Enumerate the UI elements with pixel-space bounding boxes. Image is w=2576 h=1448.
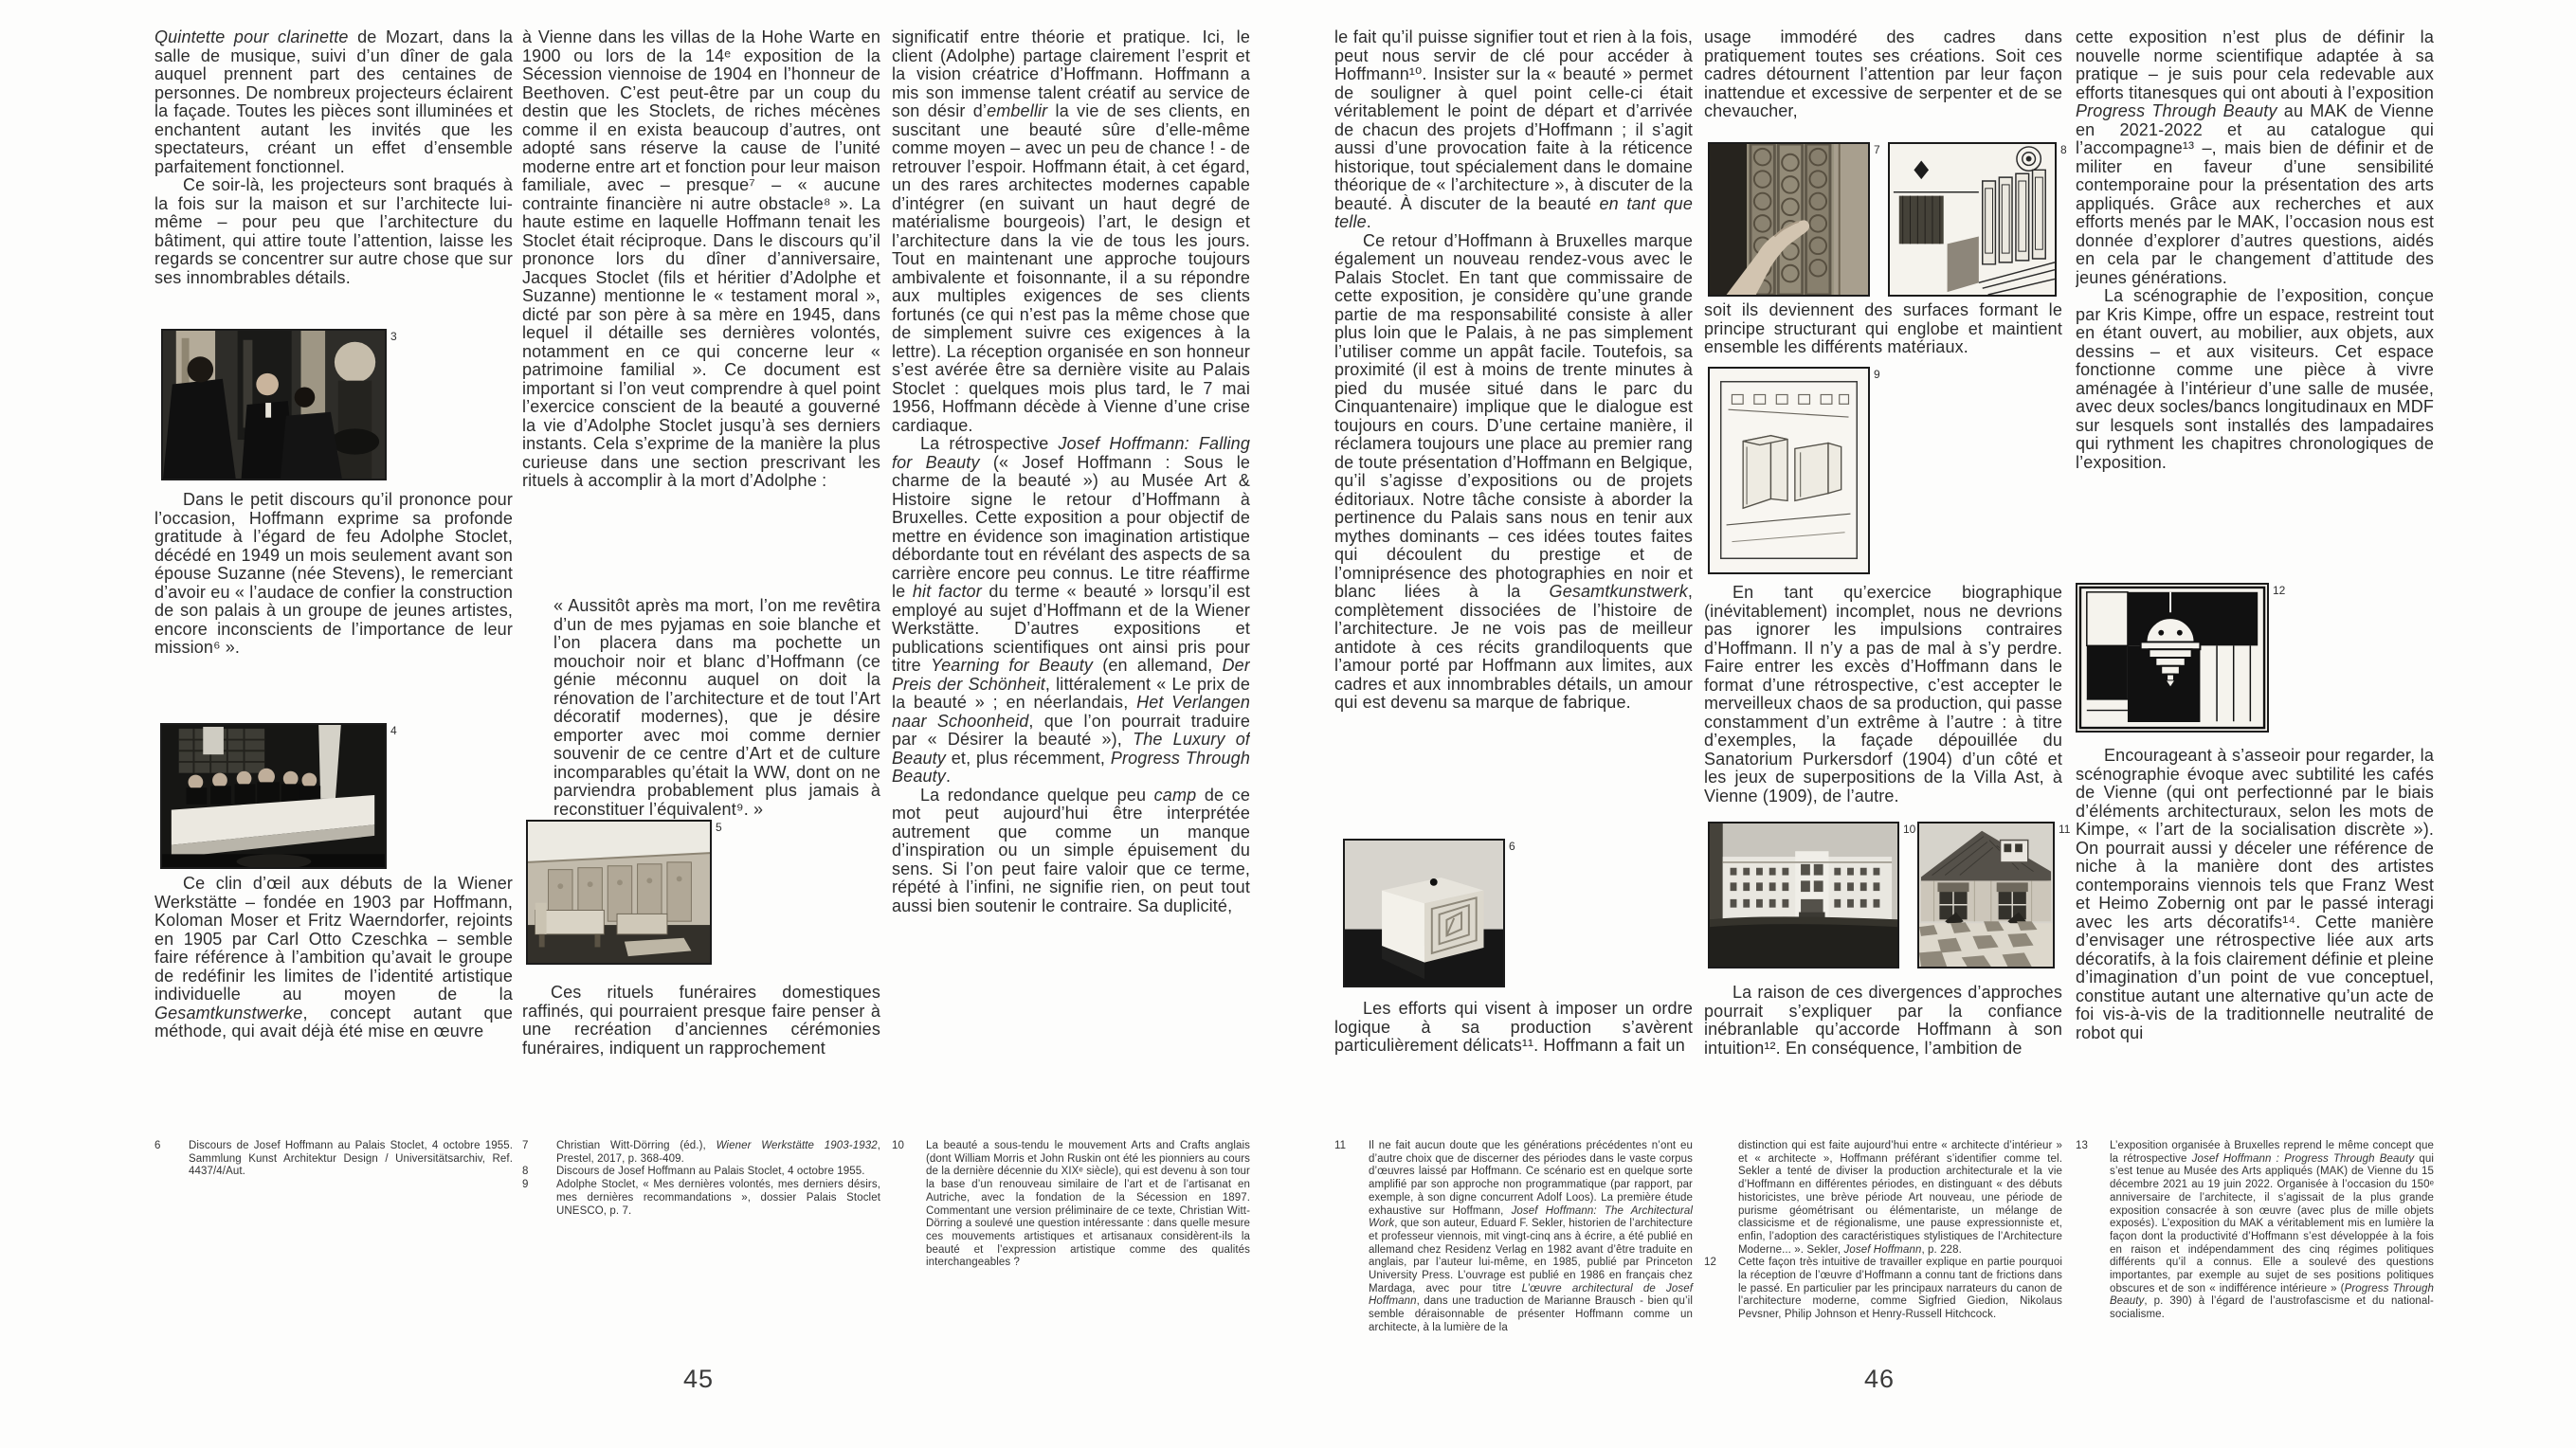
page45-column-1 [154, 28, 513, 1132]
figure-9-drawing-furniture [1708, 367, 1880, 574]
figure-10-image [1710, 824, 1897, 967]
paragraph: La scénographie de l’exposition, conçue par Kris Kimpe, offre un espace, restreint tout en étant ouvert, au mobilier, aux objets, aux dessins – et aux visiteurs. Cet espace fonctionne comme une pièce à vivre aménagée à l’intérieur d’une salle de musée, avec deux socles/bancs longitudinaux en MDF sur lesquels sont installés des lampadaires qui rythment les chapitres chronologiques de l’exposition. [2076, 286, 2434, 472]
blockquote [522, 597, 880, 842]
figure-12-number: 12 [2273, 584, 2286, 597]
figure-8-drawing-interior [1888, 142, 2067, 297]
paragraph: Quintette pour clarinette de Mozart, dans la salle de musique, suivi d’un dîner de gala auquel prennent part des centaines de personnes. De nombreux projecteurs éclairent la façade. Toutes les pièces sont illuminées et enchantent autant les invités que les spectateurs, créant un effet d’ensemble parfaitement fonctionnel. [154, 28, 513, 176]
page45-footnotes-col3 [892, 1140, 1250, 1270]
footnote-13 [2076, 1140, 2434, 1322]
page-number-45: 45 [682, 1365, 715, 1393]
page46-column-2 [1704, 28, 2071, 1132]
figure-8-image [1890, 144, 2055, 295]
page46-footnotes-col1 [1334, 1140, 1693, 1335]
figure-3-number: 3 [390, 330, 397, 343]
text-block [522, 984, 880, 1077]
footnote-8-text: Discours de Josef Hoffmann au Palais Stoclet, 4 octobre 1955. [556, 1166, 865, 1178]
text-block [154, 491, 513, 728]
paragraph: cette exposition n’est plus de définir la nouvelle norme scientifique adaptée à sa pratique – je suis pour cela redevable aux efforts titanesques qui ont abouti à l’exposition Progress Through Beauty au MAK de Vienne en 2021-2022 et au catalogue qui l’accompagne¹³ –, mais bien de définir et de militer en faveur d’une sensibilité contemporaine pour la présentation des arts appliqués. Grâce aux recherches et aux efforts menés par le MAK, l’occasion nous est donnée d’explorer d’autres questions, aidés en cela par le changement d’attitude des jeunes générations. [2076, 28, 2434, 287]
page45-footnotes-col2 [522, 1140, 880, 1218]
footnote-12 [1704, 1257, 2062, 1322]
page45-footnotes-col1 [154, 1140, 513, 1179]
text-block [892, 28, 1250, 1128]
footnote-11-continued [1704, 1140, 2062, 1257]
footnote-6-number: 6 [154, 1140, 161, 1151]
page46-footnotes-col2 [1704, 1140, 2062, 1322]
paragraph: La redondance quelque peu camp de ce mot peut aujourd’hui être interprétée autrement que comme un manque d’inspiration ou un simple épuisement du sens. Si l’on peut faire valoir que ce terme, répété à l’infini, ne signifie rien, on peut tout aussi bien soutenir le contraire. Sa duplicité, [892, 785, 1250, 915]
paragraph: le fait qu’il puisse signifier tout et rien à la fois, peut nous servir de clé pour accéder à Hoffmann¹⁰. Insister sur la « beauté » permet de souligner à quel point celle-ci était véritablement le point de départ et d’arrivée de chacun des projets d’Hoffmann ; il s’agit aussi d’une provocation faite à la réticence historique, tout spécialement dans le domaine théorique de « l’architecture », à discuter de la beauté. À discuter de la beauté en tant que telle. [1334, 28, 1693, 231]
footnote-11-number: 11 [1334, 1140, 1347, 1151]
figure-9-number: 9 [1874, 368, 1880, 381]
paragraph: Les efforts qui visent à imposer un ordre logique à sa production s’avèrent particulièrement délicats¹¹. Hoffmann a fait un [1334, 1000, 1693, 1055]
footnote-13-text: L’exposition organisée à Bruxelles reprend le même concept que la rétrospective Josef Hoffmann : Progress Through Beauty qui s’est tenue au Musée des Arts appliqués (MAK) de Vienne du 15 décembre 2021 au 19 juin 2022. Organisée à l’occasion du 150ᵉ anniversaire de l’architecte, il s’agissait de la plus grande exposition consacrée à son œuvre (avec plus de mille objets exposés). L’exposition du MAK a véritablement mis en lumière la façon dont la productivité d’Hoffmann s’est développée à la fois en raison et indépendamment des cinq régimes politiques différents qu’il a connus. Elle a soulevé des questions importantes, par exemple au sujet de ses positions politiques obscures et de son « indifférence intérieure » (Progress Through Beauty, p. 390) à l’égard de l’austrofascisme et du national-socialisme. [2110, 1140, 2434, 1321]
figure-3-photo-reception [161, 329, 397, 480]
page45-column-2 [522, 28, 880, 1132]
text-block [2076, 28, 2434, 576]
page46-column-1 [1334, 28, 1693, 1132]
page46-column-3 [2076, 28, 2434, 1132]
paragraph: Dans le petit discours qu’il prononce pour l’occasion, Hoffmann exprime sa profonde gratitude à l’égard de feu Adolphe Stoclet, décédé en 1949 un mois seulement avant son épouse Suzanne (née Stevens), le remerciant d’avoir eu « l’audace de confier la construction de son palais à un groupe de jeunes artistes, encore inconscients de l’importance de leur mission⁶ ». [154, 491, 513, 657]
figure-7-number: 7 [1874, 143, 1880, 156]
footnote-11-continued-text: distinction qui est faite aujourd’hui entre « architecte d’intérieur » et « architecte », Hoffmann préférant s’identifier comme tel. Sekler a tenté de diviser la production architecturale et la vie d’Hoffmann en différentes périodes, en distinguant « des débuts historicistes, une brève période Art nouveau, une période de purisme géométrisant ou élémentariste, un mélange de classicisme et de régionalisme, une pause expressionniste et, enfin, l’adoption des caractéristiques stylistiques de l’Architecture Moderne... ». Sekler, Josef Hoffmann, p. 228. [1738, 1140, 2062, 1256]
footnote-10 [892, 1140, 1250, 1270]
figure-3-image [163, 331, 385, 479]
footnote-11 [1334, 1140, 1693, 1335]
figure-8-number: 8 [2060, 143, 2067, 156]
paragraph: soit ils deviennent des surfaces formant le principe structurant qui englobe et maintient ensemble les différents matériaux. [1704, 301, 2062, 356]
footnote-7 [522, 1140, 880, 1166]
figure-10-photo-sanatorium [1708, 822, 1916, 968]
paragraph: Ce clin d’œil aux débuts de la Wiener Werkstätte – fondée en 1903 par Hoffmann, Koloman Moser et Fritz Waerndorfer, rejoints en 1905 par Carl Otto Czeschka – semble faire référence à l’ambition qu’avait le groupe de redéfinir les limites de l’identité artistique individuelle au moyen de la Gesamtkunstwerke, concept autant que méthode, qui avait déjà été mise en œuvre [154, 875, 513, 1041]
footnote-7-text: Christian Witt-Dörring (éd.), Wiener Werkstätte 1903-1932, Prestel, 2017, p. 368-409. [556, 1140, 880, 1165]
footnote-9-number: 9 [522, 1179, 529, 1191]
figure-12-image [2077, 585, 2267, 731]
text-block [2076, 747, 2434, 1128]
footnote-6 [154, 1140, 513, 1179]
text-block [1704, 584, 2062, 821]
paragraph: Ces rituels funéraires domestiques raffinés, qui pourraient presque faire penser à une recréation d’anciennes cérémonies funéraires, indiquent un rapprochement [522, 984, 880, 1058]
footnote-8 [522, 1166, 880, 1179]
footnote-10-text: La beauté a sous-tendu le mouvement Arts and Crafts anglais (dont William Morris et John Ruskin ont été les pionniers au cours de la dernière décennie du XIXᵉ siècle), qui est devenu à son tour la base d’un renouveau similaire de l’art et de l’artisanat en Autriche, avec la fondation de la Sécession en 1897. Commentant une version préliminaire de ce texte, Christian Witt-Dörring a soulevé une question intéressante : dans quelle mesure ces mouvements artistiques et artisanaux considèrent-ils la beauté et l’expression artistique comme des qualités interchangeables ? [926, 1140, 1250, 1269]
figure-6-photo-box [1343, 839, 1515, 987]
footnote-11-text: Il ne fait aucun doute que les générations précédentes n’ont eu d’autre choix que de discerner des périodes dans le vaste corpus d’œuvres laissé par Hoffmann. Ce scénario est en quelque sorte amplifié par son approche non programmatique (par rapport, par exemple, à son digne concurrent Adolf Loos). La première étude exhaustive sur Hoffmann, Josef Hoffmann: The Architectural Work, que son auteur, Eduard F. Sekler, historien de l’architecture et professeur viennois, mit vingt-cinq ans à écrire, a été publié en allemand chez Residenz Verlag en 1982 avant d’être traduite en anglais, par l’auteur lui-même, en 1985, publié par Princeton University Press. L’ouvrage est publié en 1986 en français chez Mardaga, avec pour titre L’œuvre architectural de Josef Hoffmann, dans une traduction de Marianne Brausch - bien qu’il semble déraisonnable de présenter Hoffmann comme un architecte, à la lumière de la [1369, 1140, 1694, 1333]
paragraph: Ce soir-là, les projecteurs sont braqués à la fois sur la maison et sur l’architecte lui-même – pour peu que l’architecture du bâtiment, qui attire toute l’attention, laisse les regards se concentrer sur autre chose que sur ses innombrables détails. [154, 175, 513, 287]
figure-10-number: 10 [1903, 823, 1916, 836]
figure-7-image [1710, 144, 1868, 295]
text-block [1704, 28, 2062, 139]
footnote-12-text: Cette façon très intuitive de travailler explique en partie pourquoi la réception de l’œuvre d’Hoffmann a connu tant de frictions dans le passé. En particulier par les principaux narrateurs du canon de l’architecture moderne, comme Sigfried Giedion, Nikolaus Pevsner, Philip Johnson et Henry-Russell Hitchcock. [1738, 1257, 2062, 1321]
page-number-46: 46 [1863, 1365, 1896, 1393]
figure-11-number: 11 [2059, 823, 2071, 836]
footnote-9-text: Adolphe Stoclet, « Mes dernières volontés, mes derniers désirs, mes dernières recommandations », dossier Palais Stoclet UNESCO, p. 7. [556, 1179, 880, 1217]
footnote-13-number: 13 [2076, 1140, 2088, 1151]
footnote-8-number: 8 [522, 1166, 529, 1178]
paragraph: significatif entre théorie et pratique. Ici, le client (Adolphe) partage clairement l’esprit et la vision créatrice d’Hoffmann. Hoffmann a mis son immense talent créatif au service de son désir d’embellir la vie de ses clients, en suscitant une beauté sûre d’elle-même comme moyen – avec un peu de chance ! - de retrouver l’espoir. Hoffmann était, à cet égard, un des rares architectes modernes capable d’intégrer (en suivant un haut degré de matérialisme bourgeois) l’art, le design et l’architecture dans la vie de tous les jours. Tout en maintenant une approche toujours ambivalente et foisonnante, il a su répondre aux multiples exigences de ses clients fortunés (ce qui n’est pas la même chose que de simplement suivre ces exigences à la lettre). La réception organisée en son honneur s’est avérée être sa dernière visite au Palais Stoclet : quelques mois plus tard, le 7 mai 1956, Hoffmann décède à Vienne d’une crise cardiaque. [892, 28, 1250, 435]
text-block [1334, 1000, 1693, 1077]
page46-footnotes-col3 [2076, 1140, 2434, 1322]
figure-6-image [1345, 841, 1503, 986]
text-block [154, 875, 513, 1078]
figure-4-photo-banquet [160, 723, 397, 869]
figure-6-number: 6 [1509, 840, 1515, 853]
text-block [1704, 984, 2062, 1071]
paragraph: usage immodéré des cadres dans pratiquement toutes ses créations. Soit ces cadres détournent l’attention par leur façon inattendue et excessive de serpenter et de se chevaucher, [1704, 28, 2062, 120]
figure-4-number: 4 [390, 724, 397, 737]
figure-5-photo-bedroom [526, 820, 722, 965]
text-block [154, 28, 513, 330]
footnote-6-text: Discours de Josef Hoffmann au Palais Stoclet, 4 octobre 1955. Sammlung Kunst Architektur Design / Universitätsarchiv, Ref. 4437/4/Aut. [189, 1140, 513, 1178]
paragraph: Encourageant à s’asseoir pour regarder, la scénographie évoque avec subtilité les cafés de Vienne (qui ont perfectionné par le biais d’éléments architecturaux, selon les mots de Kimpe, « l’art de la socialisation discrète »). On pourrait aussi y déceler une référence de niche à la manière dont des artistes contemporains viennois tels que Franz West et Heimo Zobernig ont par le passé interagi avec les arts décoratifs¹⁴. Cette manière d’envisager une rétrospective liée aux arts décoratifs, à la fois clairement définie et pleine d’imagination d’un point de vue conceptuel, constitue autant une alternative qu’un acte de foi vis-à-vis de la traditionnelle neutralité de robot qui [2076, 747, 2434, 1042]
footnote-7-number: 7 [522, 1140, 529, 1151]
figure-9-image [1710, 369, 1868, 572]
paragraph: La raison de ces divergences d’approches pourrait s’expliquer par la confiance inébranlable qu’accorde Hoffmann à son intuition¹². En conséquence, l’ambition de [1704, 984, 2062, 1058]
footnote-9 [522, 1179, 880, 1218]
paragraph: En tant qu’exercice biographique (inévitablement) incomplet, nous ne devrions pas ignorer les impulsions contraires d’Hoffmann. Il n’y a pas de mal à s’y perdre. Faire entrer les excès d’Hoffmann dans le format d’une rétrospective, c’est accepter le merveilleux chaos de sa production, qui passe constamment d’un extrême à l’autre : à titre d’exemples, la façade dépouillée du Sanatorium Purkersdorf (1904) d’un côté et les jeux de superpositions de la Villa Ast, à Vienne (1909), de l’autre. [1704, 584, 2062, 805]
figure-12-graphic-lamp [2076, 583, 2286, 733]
figure-7-photo-hand-frame [1708, 142, 1880, 297]
figure-11-photo-villa-ast [1917, 822, 2071, 968]
text-block [1704, 301, 2062, 362]
figure-4-image [162, 725, 385, 867]
text-block [1334, 28, 1693, 832]
footnote-10-number: 10 [892, 1140, 904, 1151]
paragraph: Ce retour d’Hoffmann à Bruxelles marque également un nouveau rendez-vous avec le Palais Stoclet. En tant que commissaire de cette exposition, je considère qu’une grande partie de ma responsabilité consiste à aller plus loin que le Palais, à ne pas simplement l’utiliser comme un appât facile. Toutefois, sa proximité (il est à moins de trente minutes à pied du musée situé dans le parc du Cinquantenaire) implique que le dialogue est toujours en cours. D’une certaine manière, il réclamera toujours une place au premier rang de toute présentation d’Hoffmann en Belgique, qu’il s’agisse d’expositions ou de projets éditoriaux. Notre tâche consiste à aborder la pertinence du Palais sans nous en tenir aux mythes dominants – ces idées toutes faites qui découlent du prestige et de l’omniprésence des photographies en noir et blanc liées à la Gesamtkunstwerk, complètement dissociées de l’histoire de l’architecture. Je ne vois pas de meilleur antidote à ces récits grandiloquents que l’amour porté par Hoffmann aux limites, aux cadres et aux innombrables détails, un amour qui est devenu sa marque de fabrique. [1334, 230, 1693, 712]
paragraph: à Vienne dans les villas de la Hohe Warte en 1900 ou lors de la 14ᵉ exposition de la Sécession viennoise de 1904 en l’honneur de Beethoven. C’est peut-être par un coup du destin que les Stoclets, de riches mécènes comme il en exista beaucoup d’autres, ont adopté sans réserve la cause de l’unité moderne entre art et fonction pour leur maison familiale, avec – presque⁷ – « aucune contrainte financière ni autre obstacle⁸ ». La haute estime en laquelle Hoffmann tenait les Stoclet était réciproque. Dans le discours qu’il prononce lors du dîner d’anniversaire, Jacques Stoclet (fils et héritier d’Adolphe et Suzanne) mentionne le « testament moral », dicté par son père à sa mère en 1945, dans lequel il détaille ses dernières volontés, notamment en ce qui concerne leur « patrimoine familial ». Ce document est important si l’on veut comprendre à quel point l’exercice conscient de la beauté a gouverné la vie d’Adolphe Stoclet jusqu’à ses derniers instants. Cela s’exprime de la manière la plus curieuse dans une section prescrivant les rituels à accomplir à la mort d’Adolphe : [522, 28, 880, 490]
footnote-12-number: 12 [1704, 1257, 1716, 1269]
figure-5-number: 5 [716, 821, 722, 834]
paragraph: La rétrospective Josef Hoffmann: Falling for Beauty (« Josef Hoffmann : Sous le charme de la beauté ») au Musée Art & Histoire signe le retour d’Hoffmann à Bruxelles. Cette exposition a pour objectif de mettre en évidence son imagination artistique débordante tout en révélant des aspects de sa carrière encore peu connus. Le titre réaffirme le hit factor du terme « beauté » lorsqu’il est employé au sujet d’Hoffmann et de la Wiener Werkstätte. D’autres expositions et publications scientifiques ont ainsi pris pour titre Yearning for Beauty (en allemand, Der Preis der Schönheit, littéralement « Le prix de la beauté » ; en néerlandais, Het Verlangen naar Schoonheid, que l’on pourrait traduire par « Désirer la beauté »), The Luxury of Beauty et, plus récemment, Progress Through Beauty. [892, 434, 1250, 786]
text-block [522, 28, 880, 595]
page45-column-3 [892, 28, 1250, 1132]
figure-11-image [1919, 824, 2053, 967]
paragraph: « Aussitôt après ma mort, l’on me revêtira d’un de mes pyjamas en soie blanche et l’on placera dans ma pochette un mouchoir noir et blanc d’Hoffmann (ce génie méconnu auquel on doit la rénovation de l’architecture et de tout l’Art décoratif modernes), que je désire emporter avec moi comme dernier souvenir de ce centre d’Art et de culture incomparables qu’était la WW, dont on ne parviendra probablement plus jamais à reconstituer l’équivalent⁹. » [553, 597, 880, 819]
figure-5-image [528, 822, 710, 963]
